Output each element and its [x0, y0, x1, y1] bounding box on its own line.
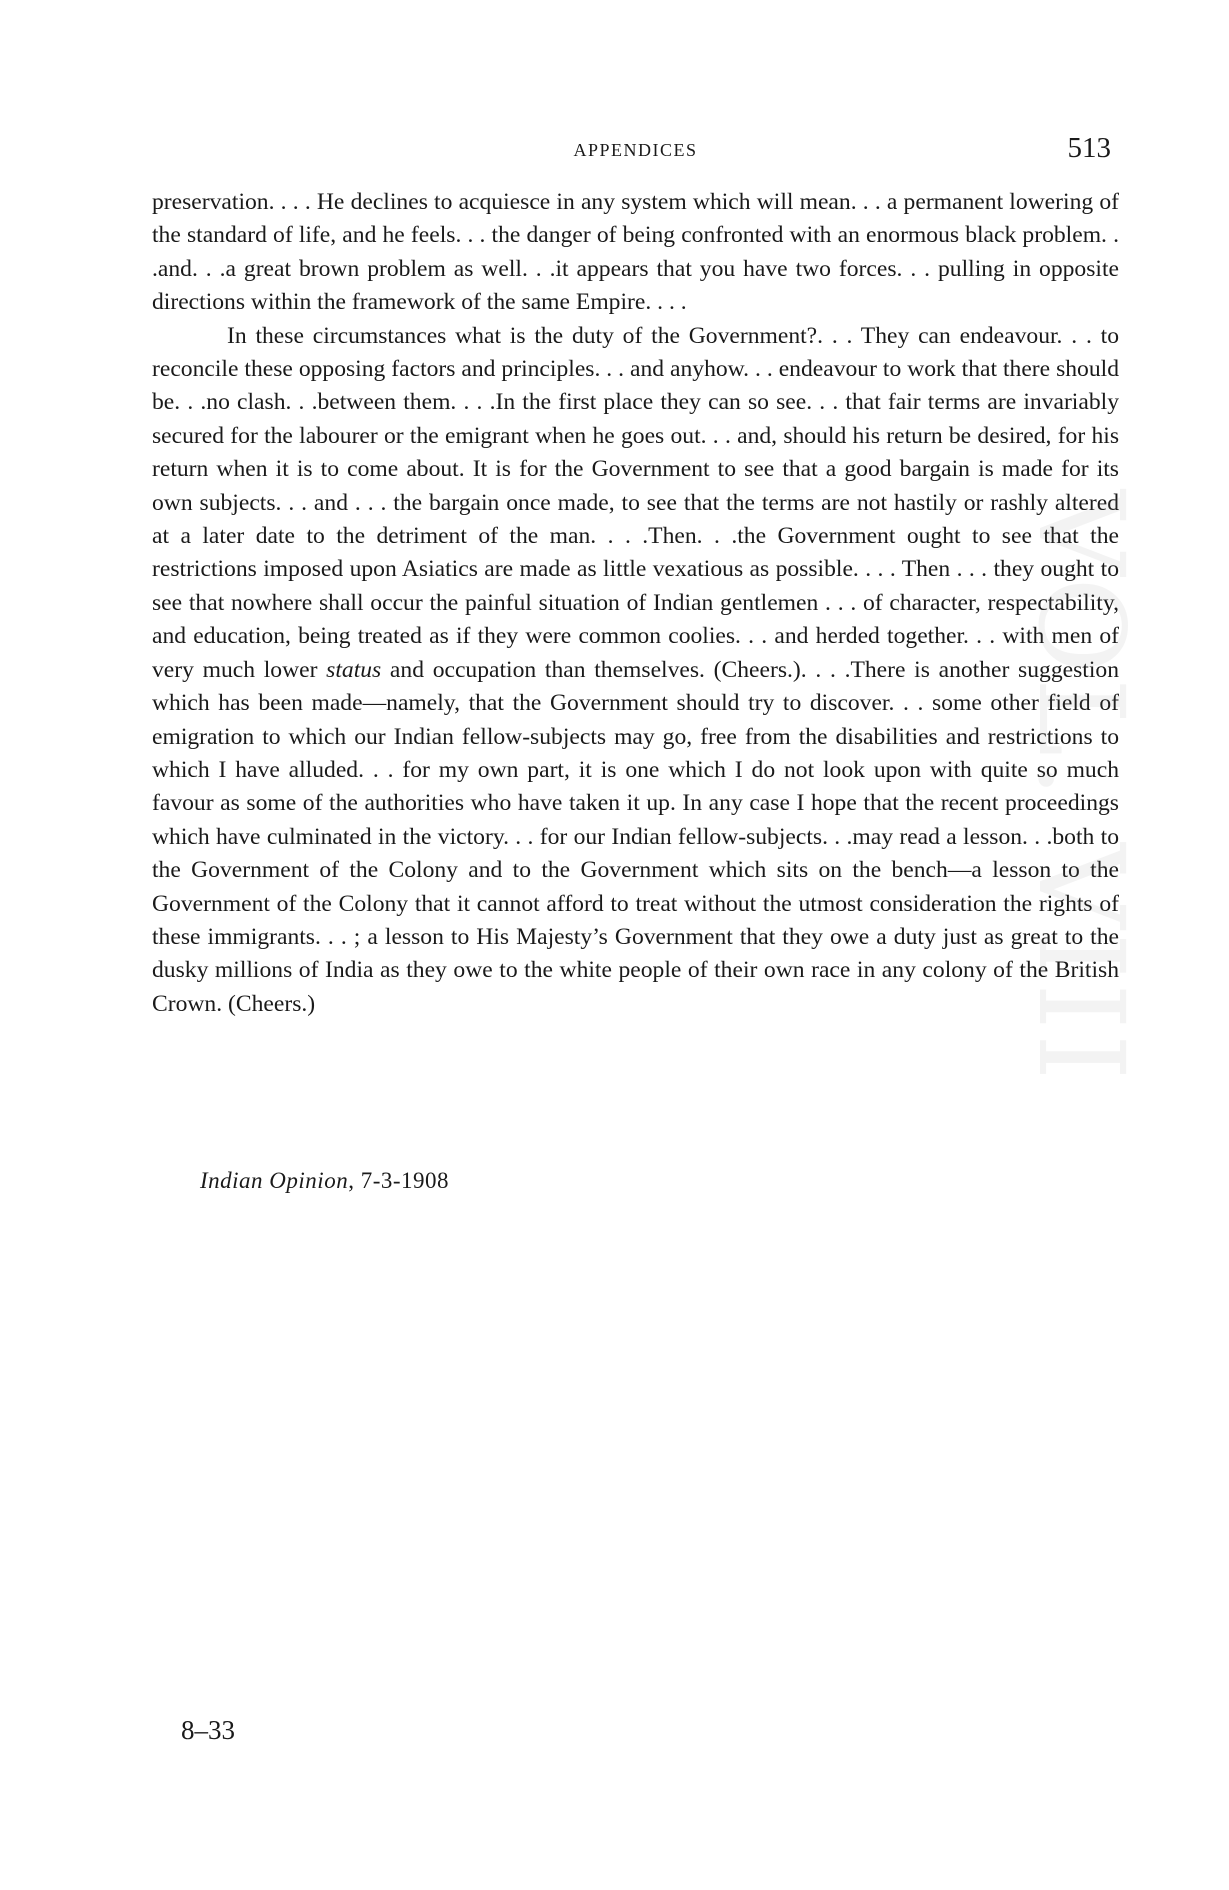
- paragraph-1: preservation. . . . He declines to acquiesce in any system which will mean. . . a permanent lowering of the standard of life, and he feels. . . the danger of being confronted with an enormous black problem. . .and. . .a great brown problem as well. . .it appears that you have two forces. . . pulling in opposite directions within the framework of the same Empire. . . .: [152, 189, 1119, 316]
- signature-mark: 8–33: [181, 1715, 235, 1745]
- source-publication: Indian Opinion: [200, 1168, 349, 1193]
- running-title: APPENDICES: [573, 140, 698, 160]
- source-separator: ,: [348, 1168, 361, 1193]
- page-number: 513: [1067, 132, 1111, 164]
- running-head: [152, 132, 1119, 176]
- italic-term-status: status: [326, 656, 382, 683]
- paragraph-2-part-b: and occupation than themselves. (Cheers.). . . .There is another suggestion which has been made—namely, that the Government should try to discover. . . some other field of emigration to which our Indian fellow-subjects may go, free from the disabilities and restrictions to which I have alluded. . . for my own part, it is one which I do not look upon with quite so much favour as some of the authorities who have taken it up. In any case I hope that the recent proceedings which have culminated in the victory. . . for our Indian fellow-subjects. . .may read a lesson. . .both to the Government of the Colony and to the Government which sits on the bench—a lesson to the Government of the Colony that it cannot afford to treat without the utmost consideration the rights of these immigrants. . . ; a lesson to His Majesty’s Government that they owe a duty just as great to the dusky millions of India as they owe to the white people of their own race in any colony of the British Crown. (Cheers.): [152, 656, 1119, 1017]
- paragraph-2-part-a: In these circumstances what is the duty of the Government?. . . They can endeavour. . . to reconcile these opposing factors and principles. . . and anyhow. . . endeavour to work that there should be. . .no clash. . .between them. . . .In the first place they can so see. . . that fair terms are invariably secured for the labourer or the emigrant when he goes out. . . and, should his return be desired, for his return when it is to come about. It is for the Government to see that a good bargain is made for its own subjects. . . and . . . the bargain once made, to see that the terms are not hastily or rashly altered at a later date to the detriment of the man. . . .Then. . .the Government ought to see that the restrictions imposed upon Asiatics are made as little vexatious as possible. . . . Then . . . they ought to see that nowhere shall occur the painful situation of Indian gentlemen . . . of character, respectability, and education, being treated as if they were common coolies. . . and herded together. . . with men of very much lower: [152, 322, 1119, 683]
- watermark-text: VOL. VIII: [1012, 490, 1150, 1085]
- paragraph-2: [152, 320, 1119, 1022]
- source-citation: [200, 1168, 449, 1194]
- body-text: [152, 186, 1119, 1021]
- source-date: 7-3-1908: [360, 1168, 450, 1193]
